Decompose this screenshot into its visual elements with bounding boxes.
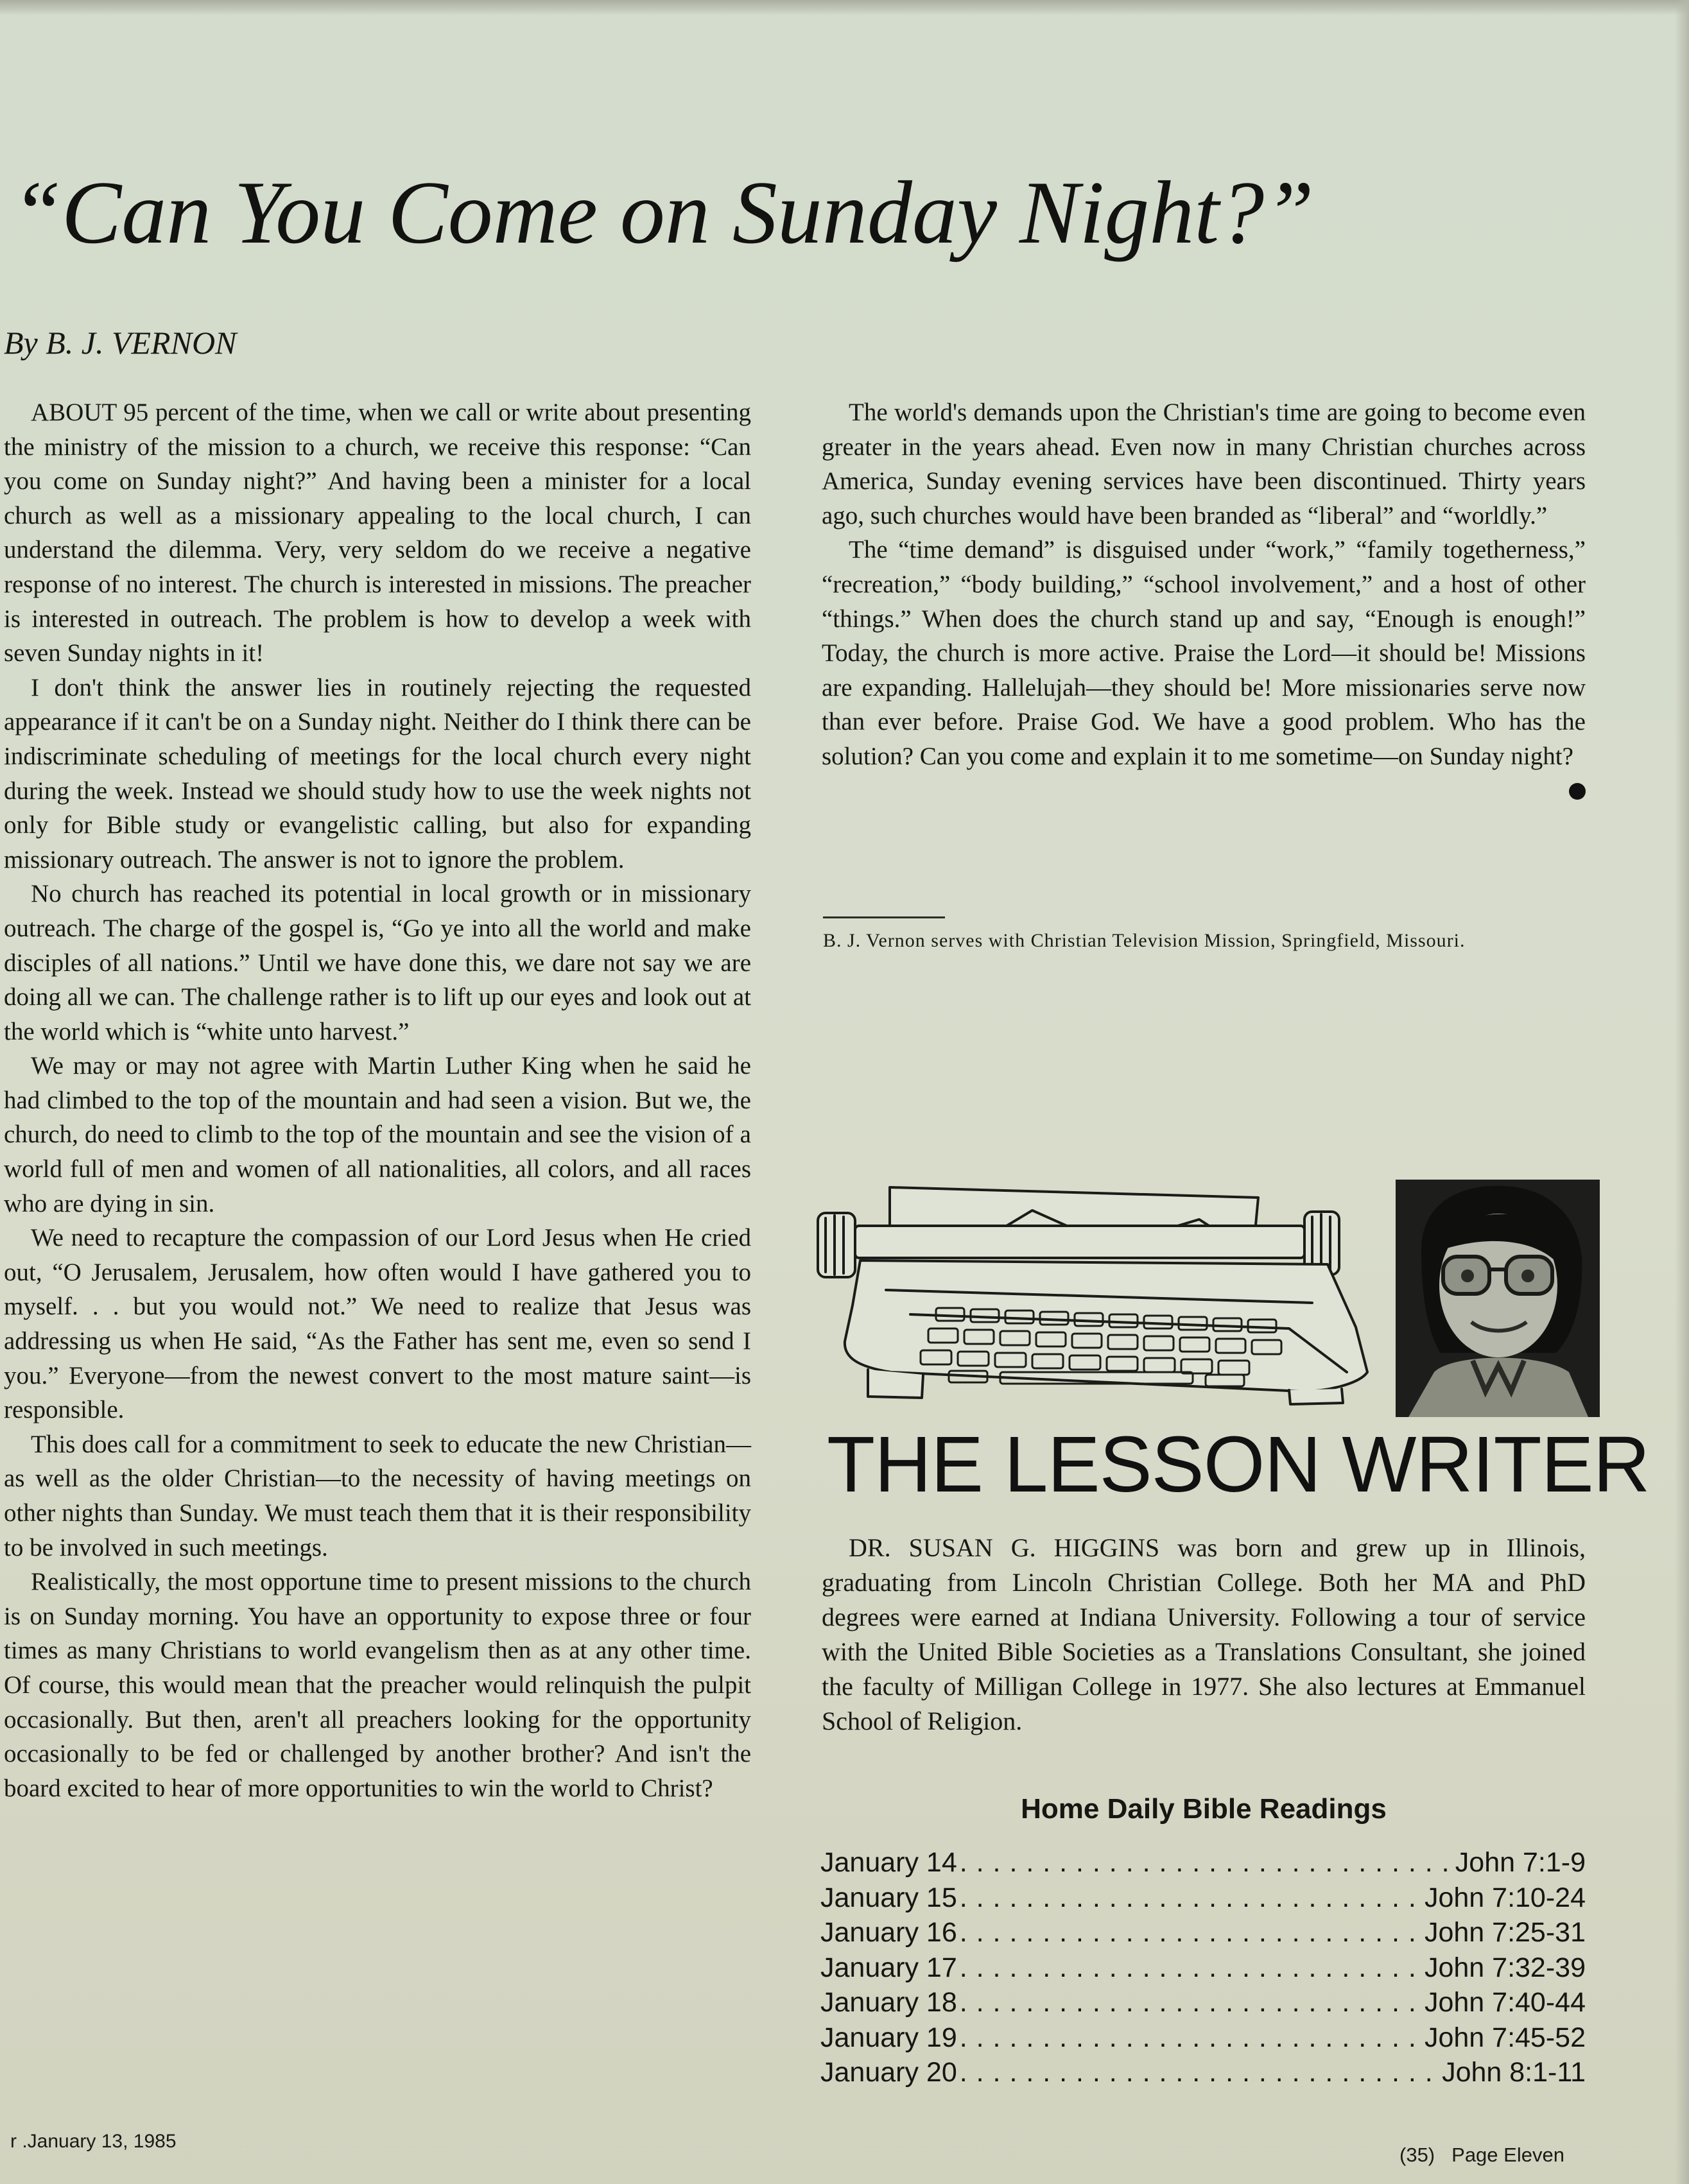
list-item <box>820 1950 1586 1986</box>
reading-reference: John 7:45-52 <box>1424 2022 1586 2053</box>
article-paragraph: This does call for a commitment to seek to educate the new Christian—as well as the older Christian—to the necessity of having meetings on other nights than Sunday. We must teach them that it is their responsibility to be involved in such meetings. <box>4 1430 751 1561</box>
page-number-footer <box>1399 2144 1564 2167</box>
list-item <box>820 2020 1586 2056</box>
article-paragraph-text: The “time demand” is disguised under “work,” “family togetherness,” “recreation,” “body building,” “school involvement,” and a host of other “things.” When does the church stand up and say, “Enough is enough!” Today, the church is more active. Praise the Lord—it should be! Missions are expanding. Hallelujah—they should be! More missionaries serve now than ever before. Praise God. We have a good problem. Who has the solution? Can you come and explain it to me sometime—on Sunday night? <box>822 536 1586 770</box>
article-paragraph: ABOUT 95 percent of the time, when we call or write about presenting the ministry of the mission to a church, we receive this response: “Can you come on Sunday night?” And having been a minister for a local church as well as a missionary appealing to the local church, I can understand the dilemma. Very, very seldom do we receive a negative response of no interest. The church is interested in missions. The preacher is interested in outreach. The problem is how to develop a week with seven Sunday nights in it! <box>4 399 751 667</box>
article-paragraph: We may or may not agree with Martin Luther King when he said he had climbed to the top of the mountain and had seen a vision. But we, the church, do need to climb to the top of the mountain and see the vision of a world full of men and women of all nationalities, all colors, and all races who are dying in sin. <box>4 1052 751 1217</box>
reading-reference: John 7:32-39 <box>1424 1952 1586 1983</box>
lesson-writer-bio-text: DR. SUSAN G. HIGGINS was born and grew up in Illinois, graduating from Lincoln Christian College. Both her MA and PhD degrees were earned at Indiana University. Following a tour of service with the United Bible Societies as a Translations Consultant, she joined the faculty of Milligan College in 1977. She also lectures at Emmanuel School of Religion. <box>822 1533 1586 1735</box>
article-paragraph: I don't think the answer lies in routinely rejecting the requested appearance if it can't be on a Sunday night. Neither do I think there can be indiscriminate scheduling of meetings for the local church every night during the week. Instead we should study how to use the week nights not only for Bible study or evangelistic calling, but also for expanding missionary outreach. The answer is not to ignore the problem. <box>4 673 751 873</box>
reading-date: January 17 <box>820 1952 957 1983</box>
bible-readings-list <box>820 1845 1586 2090</box>
reading-date: January 19 <box>820 2022 957 2053</box>
article-title: “Can You Come on Sunday Night?” <box>12 163 1315 262</box>
article-paragraph: We need to recapture the compassion of our Lord Jesus when He cried out, “O Jerusalem, Jerusalem, how often would I have gathered you to myself. . . but you would not.” We need to realize that Jesus was addressing us when He said, “As the Father has sent me, even so send I you.” Everyone—from the newest convert to the most mature saint—is responsible. <box>4 1224 751 1424</box>
article-paragraph: Realistically, the most opportune time to present missions to the church is on Sunday morning. You have an opportunity to expose three or four times as many Christians to world evangelism then as at any other time. Of course, this would mean that the preacher would relinquish the pulpit occasionally. But then, aren't all preachers looking for the opportunity occasionally to be fed or challenged by another brother? And isn't the board excited to hear of more opportunities to win the world to Christ? <box>4 1568 751 1802</box>
author-footnote: B. J. Vernon serves with Christian Television Mission, Springfield, Missouri. <box>823 930 1466 951</box>
dot-leader <box>960 1985 1422 2020</box>
bible-readings-title: Home Daily Bible Readings <box>1021 1793 1387 1825</box>
list-item <box>820 1915 1586 1950</box>
dot-leader <box>960 2020 1422 2056</box>
article-byline: By B. J. VERNON <box>4 325 237 361</box>
reading-reference: John 7:40-44 <box>1424 1987 1586 2018</box>
article-column-left <box>4 395 751 1805</box>
page-right-edge <box>1675 0 1689 2184</box>
reading-date: January 15 <box>820 1882 957 1913</box>
dot-leader <box>960 1915 1422 1950</box>
dot-leader <box>960 2055 1439 2090</box>
reading-reference: John 8:1-11 <box>1442 2057 1586 2088</box>
article-paragraph: No church has reached its potential in local growth or in missionary outreach. The charge of the gospel is, “Go ye into all the world and make disciples of all nations.” Until we have done this, we dare not say we are doing all we can. The challenge rather is to lift up our eyes and look out at the world which is “white unto harvest.” <box>4 880 751 1045</box>
reading-date: January 14 <box>820 1847 957 1878</box>
end-of-article-bullet-icon <box>1569 783 1586 800</box>
lesson-writer-bio <box>822 1531 1586 1739</box>
article-paragraph <box>822 533 1586 773</box>
author-portrait <box>1396 1180 1600 1417</box>
dot-leader <box>960 1880 1422 1916</box>
page-label: Page Eleven <box>1451 2144 1564 2166</box>
typewriter-illustration <box>814 1180 1373 1417</box>
page-top-edge <box>0 0 1689 15</box>
dot-leader <box>960 1950 1422 1986</box>
lesson-writer-heading: THE LESSON WRITER <box>827 1421 1650 1509</box>
reading-reference: John 7:10-24 <box>1424 1882 1586 1913</box>
article-column-right <box>822 395 1586 800</box>
article-paragraph: The world's demands upon the Christian's time are going to become even greater in the years ahead. Even now in many Christian churches across America, Sunday evening services have been discontinued. Thirty years ago, such churches would have been branded as “liberal” and “worldly.” <box>822 399 1586 529</box>
issue-date-footer: r .January 13, 1985 <box>10 2131 177 2152</box>
reading-date: January 18 <box>820 1987 957 2018</box>
dot-leader <box>960 1845 1453 1880</box>
page-sequence-number: (35) <box>1399 2144 1435 2166</box>
reading-date: January 16 <box>820 1917 957 1948</box>
list-item <box>820 1880 1586 1916</box>
list-item <box>820 2055 1586 2090</box>
author-portrait-image <box>1396 1180 1600 1417</box>
footnote-divider <box>823 916 945 918</box>
list-item <box>820 1985 1586 2020</box>
list-item <box>820 1845 1586 1880</box>
reading-reference: John 7:25-31 <box>1424 1917 1586 1948</box>
reading-reference: John 7:1-9 <box>1455 1847 1586 1878</box>
reading-date: January 20 <box>820 2057 957 2088</box>
